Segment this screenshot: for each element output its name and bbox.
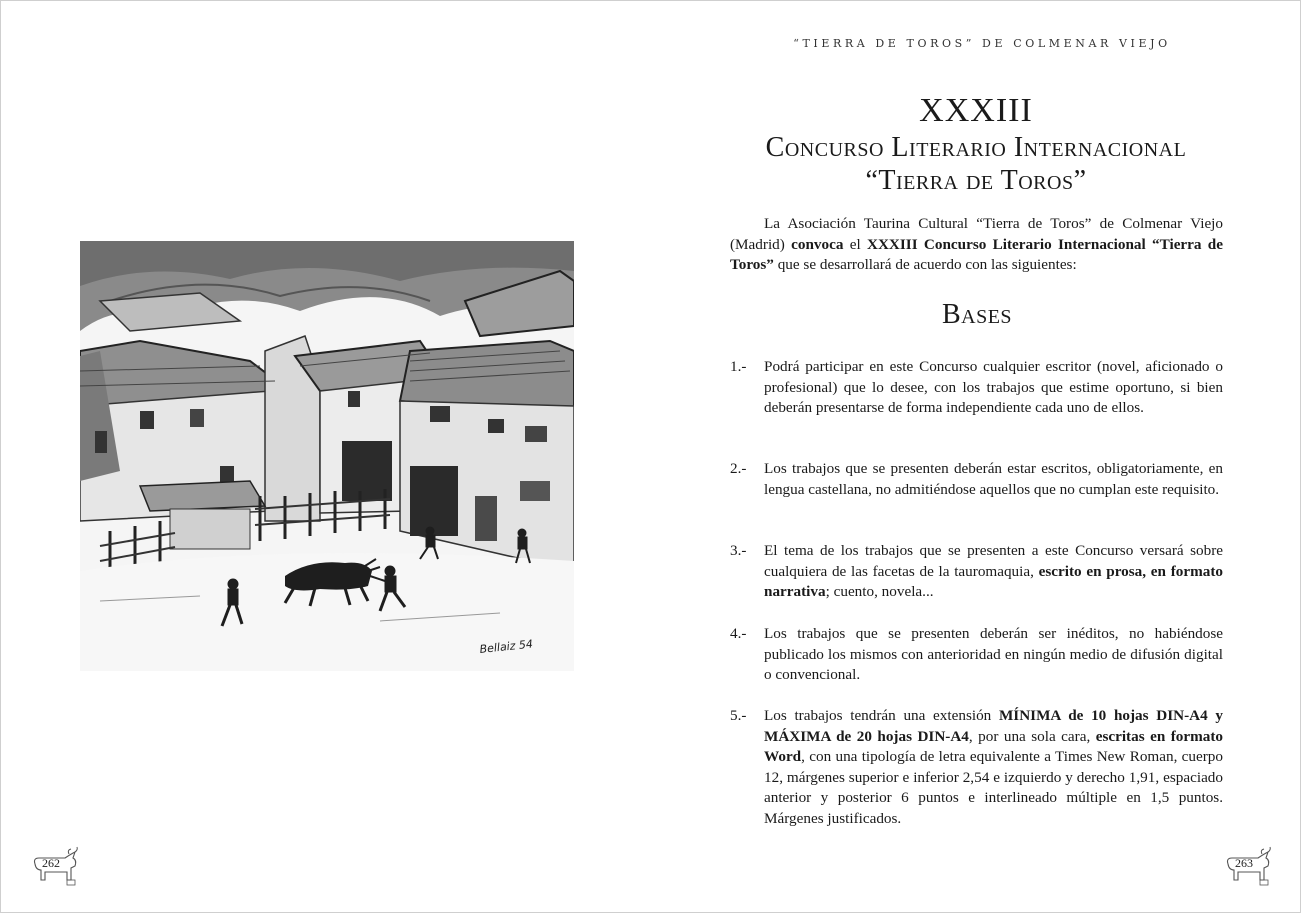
rule-text-part: ; cuento, novela... (825, 583, 934, 600)
rule-text (764, 541, 1223, 603)
rule-number: 4.- (730, 625, 747, 642)
rule-text-bold: MÍNIMA de 10 hojas DIN-A4 y MÁXIMA de 20 hojas DIN-A4 (764, 707, 1223, 745)
intro-text-3: que se desarrollará de acuerdo con las siguientes: (773, 256, 1077, 273)
title-block (701, 91, 1251, 197)
page-number-right (1224, 846, 1272, 888)
rule-item (730, 357, 1223, 419)
page-number-left (31, 846, 79, 888)
rule-number: 5.- (730, 707, 747, 724)
rule-item (730, 541, 1223, 603)
rule-item (730, 624, 1223, 686)
intro-text-2: el (843, 235, 867, 253)
rule-text-bold: escritas en formato Word (764, 727, 1224, 765)
title-line-2: “Tierra de Toros” (865, 165, 1087, 196)
rule-text: Los trabajos que se presenten deberán ser inéditos, no habiéndose publicado los mismos con anterioridad en ningún medio de difusión digital o convencional. (764, 625, 1223, 683)
intro-text-1: La Asociación Taurina Cultural “Tierra de Toros” de Colmenar Viejo (Madrid) (730, 215, 1223, 253)
rule-text-bold: escrito en prosa, en formato narrativa (764, 562, 1223, 600)
bullfight-sketch-illustration (80, 241, 574, 671)
page-number-left-label: 262 (42, 856, 60, 870)
title-line-1: Concurso Literario Internacional (765, 132, 1187, 163)
rule-number: 1.- (730, 358, 747, 375)
intro-paragraph (730, 214, 1223, 276)
rule-text-part: , por una sola cara, (968, 727, 1096, 745)
rule-text-part: , con una tipología de letra equivalente a Times New Roman, cuerpo 12, márgenes superior e inferior 2,54 e izquierdo y derecho 1,91, espaciado anterior y posterior 6 puntos e interlineado múltiple en 1,5 puntos. Márgenes justificados. (764, 748, 1223, 827)
intro-bold-2: XXXIII Concurso Literario Internacional “Tierra de Toros” (730, 235, 1223, 273)
rule-text: Los trabajos que se presenten deberán estar escritos, obligatoriamente, en lengua castellana, no admitiéndose aquellos que no cumplan este requisito. (764, 460, 1223, 498)
rule-text-part: El tema de los trabajos que se presenten a este Concurso versará sobre cualquiera de las facetas de la tauromaquia, (764, 542, 1223, 580)
rule-text: Podrá participar en este Concurso cualquier escritor (novel, aficionado o profesional) que lo desee, con los trabajos que estime oportuno, si bien deberán presentarse de forma independiente cada uno de ellos. (764, 358, 1223, 416)
rule-number: 2.- (730, 460, 747, 477)
intro-bold-1: convoca (791, 235, 844, 253)
title-number: XXXIII (919, 92, 1033, 129)
rule-text-part: Los trabajos tendrán una extensión (764, 707, 999, 724)
rule-item (730, 706, 1223, 829)
running-head: “TIERRA DE TOROS” DE COLMENAR VIEJO (793, 37, 1171, 50)
illustration-signature: Bellaiz 54 (478, 637, 534, 656)
rule-item (730, 459, 1223, 500)
page-number-right-label: 263 (1235, 856, 1253, 870)
rule-text (764, 706, 1223, 829)
rule-number: 3.- (730, 542, 747, 559)
bases-heading: Bases (941, 299, 1013, 330)
